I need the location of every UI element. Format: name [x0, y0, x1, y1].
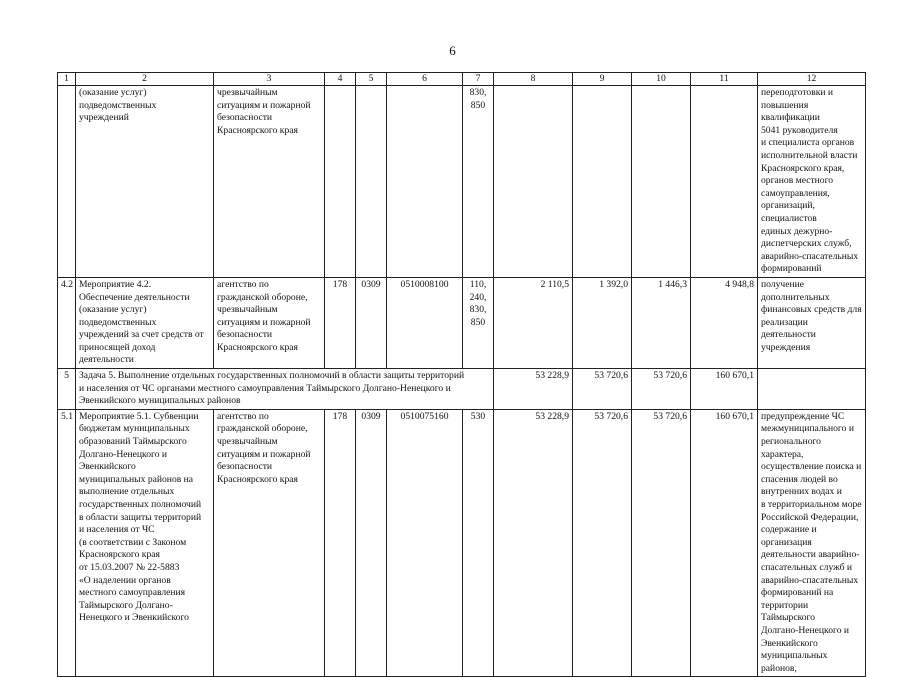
measures-table [57, 72, 866, 677]
expected-result: переподготовки и повышения квалификации 5041 руководителя и специалиста органов исполнительной власти Красноярского края, органов местного самоуправления, организаций, специалистов единых дежурно- диспетчерских служб, аварийно-спасательных формирований [758, 86, 866, 278]
amount-total: 160 670,1 [691, 409, 758, 676]
column-number: 3 [214, 73, 325, 86]
expected-result: предупреждение ЧС межмуниципального и регионального характера, осуществление поиска и спасения людей во внутренних водах и в территориальном море Российской Федерации, содержание и организация деятельности аварийно- спасательных служб и аварийно-спасательных формирований на территории Таймырского Долгано-Ненецкого и Эвенкийского муниципальных районов, [758, 409, 866, 676]
column-number: 4 [325, 73, 356, 86]
amount-year2: 53 720,6 [573, 369, 632, 410]
table-row [58, 409, 866, 676]
task-title: Задача 5. Выполнение отдельных государственных полномочий в области защиты территорий и населения от ЧС органами местного самоуправления Таймырского Долгано-Ненецкого и Эвенкийского муниципальных районов [76, 369, 494, 410]
table-row [58, 86, 866, 278]
column-number-row [58, 73, 866, 86]
target-code: 0510008100 [387, 277, 463, 368]
amount-year3: 1 446,3 [632, 277, 691, 368]
expense-type: 830, 850 [463, 86, 494, 278]
amount-total: 160 670,1 [691, 369, 758, 410]
amount-year1: 53 228,9 [494, 409, 573, 676]
amount-year3 [632, 86, 691, 278]
row-number [58, 86, 76, 278]
executor: чрезвычайным ситуациям и пожарной безопасности Красноярского края [214, 86, 325, 278]
expected-result [758, 369, 866, 410]
amount-total [691, 86, 758, 278]
column-number: 9 [573, 73, 632, 86]
task-row [58, 369, 866, 410]
executor: агентство по гражданской обороне, чрезвычайным ситуациям и пожарной безопасности Красноярского края [214, 277, 325, 368]
executor: агентство по гражданской обороне, чрезвычайным ситуациям и пожарной безопасности Красноярского края [214, 409, 325, 676]
expected-result: получение дополнительных финансовых средств для реализации деятельности учреждения [758, 277, 866, 368]
row-number: 5.1 [58, 409, 76, 676]
column-number: 7 [463, 73, 494, 86]
measure-name: Мероприятие 5.1. Субвенции бюджетам муниципальных образований Таймырского Долгано-Ненецкого и Эвенкийского муниципальных районов на выполнение отдельных государственных полномочий в области защиты территорий и населения от ЧС (в соответствии с Законом Красноярского края от 15.03.2007 № 22-5883 «О наделении органов местного самоуправления Таймырского Долгано- Ненецкого и Эвенкийского [76, 409, 214, 676]
target-code: 0510075160 [387, 409, 463, 676]
row-number: 4.2 [58, 277, 76, 368]
column-number: 11 [691, 73, 758, 86]
amount-year2: 53 720,6 [573, 409, 632, 676]
amount-year2 [573, 86, 632, 278]
column-number: 5 [356, 73, 387, 86]
amount-year1: 2 110,5 [494, 277, 573, 368]
amount-year3: 53 720,6 [632, 409, 691, 676]
expense-type: 530 [463, 409, 494, 676]
column-number: 8 [494, 73, 573, 86]
amount-year1: 53 228,9 [494, 369, 573, 410]
section-code: 0309 [356, 277, 387, 368]
column-number: 6 [387, 73, 463, 86]
grbs-code [325, 86, 356, 278]
target-code [387, 86, 463, 278]
amount-total: 4 948,8 [691, 277, 758, 368]
measure-name: (оказание услуг) подведомственных учреждений [76, 86, 214, 278]
section-code [356, 86, 387, 278]
column-number: 12 [758, 73, 866, 86]
column-number: 1 [58, 73, 76, 86]
table-row [58, 277, 866, 368]
amount-year1 [494, 86, 573, 278]
measure-name: Мероприятие 4.2. Обеспечение деятельности (оказание услуг) подведомственных учреждений за счет средств от приносящей доход деятельности [76, 277, 214, 368]
amount-year3: 53 720,6 [632, 369, 691, 410]
amount-year2: 1 392,0 [573, 277, 632, 368]
grbs-code: 178 [325, 277, 356, 368]
section-code: 0309 [356, 409, 387, 676]
grbs-code: 178 [325, 409, 356, 676]
column-number: 10 [632, 73, 691, 86]
row-number: 5 [58, 369, 76, 410]
column-number: 2 [76, 73, 214, 86]
expense-type: 110, 240, 830, 850 [463, 277, 494, 368]
page-number: 6 [449, 43, 456, 58]
